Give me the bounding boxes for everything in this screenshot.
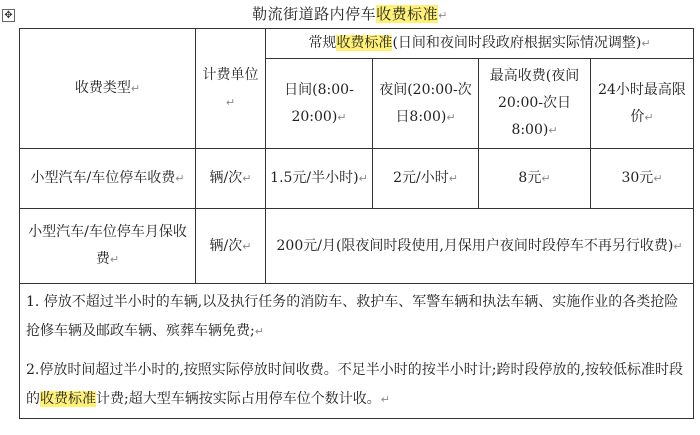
paragraph-mark-icon: ↵ [448, 172, 458, 185]
note-2: 2.停放时间超过半小时的,按照实际停放时间收费。不足半小时的按半小时计;跨时段停放的,按较低标准时段的收费标准计费;超大型车辆按实际占用停车位个数计收。↵ [26, 362, 683, 407]
paragraph-mark-icon: ↵ [242, 239, 252, 253]
table-row [20, 209, 694, 284]
paragraph-mark-icon: ↵ [380, 393, 390, 406]
row1-max[interactable]: 8元↵ [479, 149, 591, 209]
header-normal-standard[interactable]: 常规收费标准(日间和夜间时段政府根据实际情况调整)↵ [266, 29, 694, 59]
header-unit[interactable]: 计费单位↵ [196, 29, 266, 149]
paragraph-mark-icon: ↵ [242, 172, 252, 185]
paragraph-mark-icon: ↵ [446, 110, 456, 124]
notes-cell[interactable] [20, 284, 694, 419]
header-night[interactable]: 夜间(20:00-次日8:00)↵ [373, 59, 479, 149]
row1-night[interactable]: 2元/小时↵ [373, 149, 479, 209]
paragraph-mark-icon: ↵ [358, 172, 368, 185]
title-highlight: 收费标准 [376, 5, 439, 23]
paragraph-mark-icon: ↵ [130, 82, 141, 95]
paragraph-mark-icon: ↵ [225, 95, 236, 109]
paragraph-mark-icon: ↵ [337, 110, 347, 124]
row2-type[interactable]: 小型汽车/车位停车月保收费↵ [20, 209, 196, 284]
header-highlight: 收费标准 [336, 35, 393, 51]
row1-day[interactable]: 1.5元/半小时)↵ [266, 149, 373, 209]
table-row [20, 149, 694, 209]
paragraph-mark-icon: ↵ [254, 325, 264, 338]
paragraph-mark-icon: ↵ [644, 110, 654, 124]
paragraph-mark-icon: ↵ [653, 172, 663, 185]
header-day[interactable]: 日间(8:00-20:00)↵ [266, 59, 373, 149]
paragraph-mark-icon: ↵ [541, 172, 551, 185]
header-max-fee[interactable]: 最高收费(夜间20:00-次日8:00)↵ [479, 59, 591, 149]
header-fee-type[interactable]: 收费类型↵ [20, 29, 196, 149]
paragraph-mark-icon: ↵ [175, 172, 185, 185]
page-title: 勒流街道路内停车收费标准↵ [252, 5, 448, 23]
paragraph-mark-icon: ↵ [438, 9, 448, 22]
paragraph-mark-icon: ↵ [673, 239, 683, 253]
row1-unit[interactable]: 辆/次↵ [196, 149, 266, 209]
note-highlight: 收费标准 [40, 391, 96, 407]
row1-cap[interactable]: 30元↵ [591, 149, 694, 209]
paragraph-mark-icon: ↵ [548, 124, 558, 137]
row2-unit[interactable]: 辆/次↵ [196, 209, 266, 284]
table-row [20, 284, 694, 419]
table-move-handle-icon[interactable]: ✥ [2, 9, 15, 22]
header-cap-24h[interactable]: 24小时最高限价↵ [591, 59, 694, 149]
row1-type[interactable]: 小型汽车/车位停车收费↵ [20, 149, 196, 209]
paragraph-mark-icon: ↵ [641, 37, 651, 50]
note-1: 1. 停放不超过半小时的车辆,以及执行任务的消防车、救护车、军警车辆和执法车辆、实施作业的各类抢险抢修车辆及邮政车辆、殡葬车辆免费;↵ [26, 294, 679, 339]
fee-table [19, 28, 694, 419]
paragraph-mark-icon: ↵ [109, 253, 120, 266]
row2-monthly[interactable]: 200元/月(限夜间时段使用,月保用户夜间时段停车不再另行收费)↵ [266, 209, 694, 284]
